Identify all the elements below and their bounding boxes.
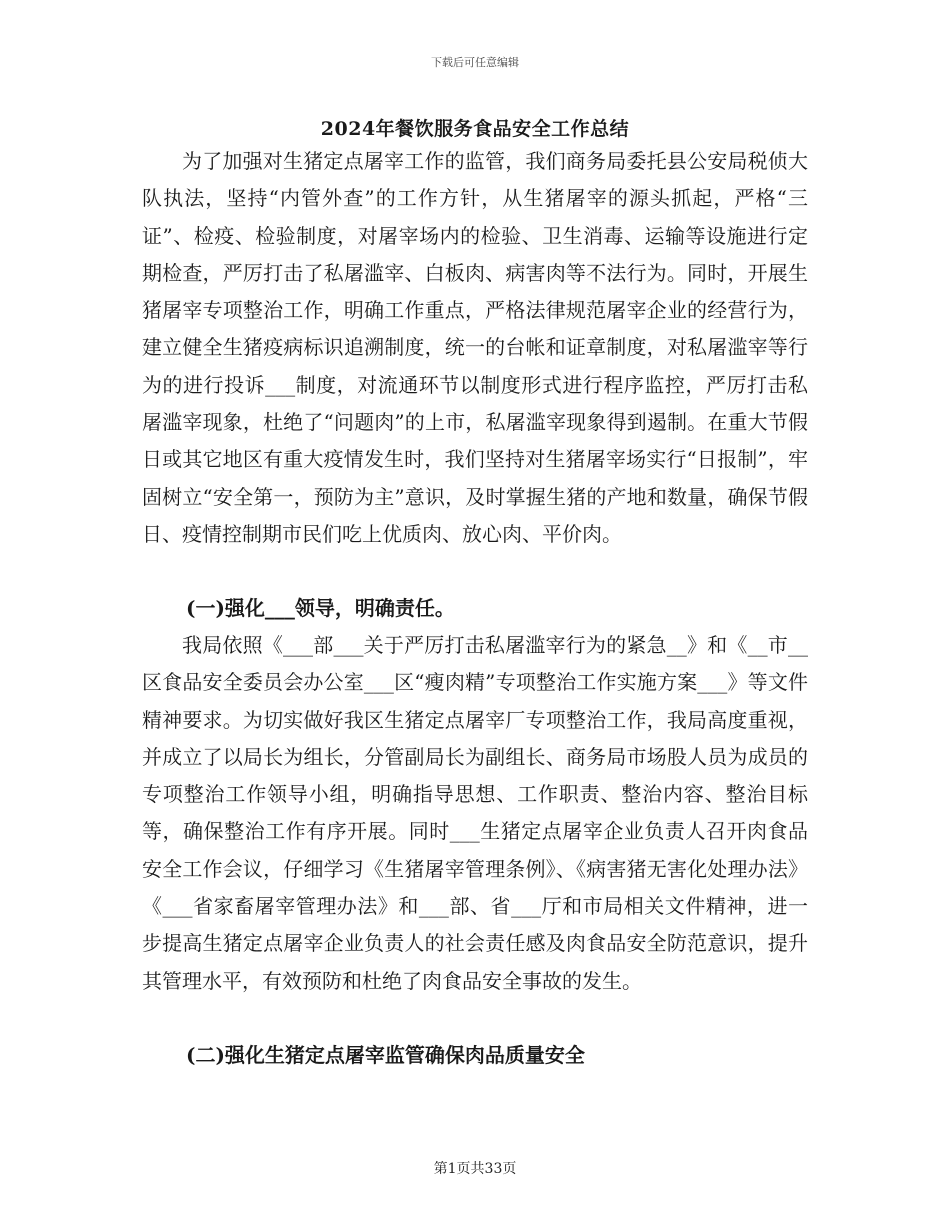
section-heading-1: (一)强化___领导，明确责任。 <box>186 596 455 620</box>
section-heading-2: (二)强化生猪定点屠宰监管确保肉品质量安全 <box>186 1043 585 1067</box>
header-note: 下载后可任意编辑 <box>431 56 519 69</box>
document-title: 2024年餐饮服务食品安全工作总结 <box>320 118 630 140</box>
body-paragraph-1: 为了加强对生猪定点屠宰工作的监管，我们商务局委托县公安局税侦大队执法，坚持“内管外查”的工作方针，从生猪屠宰的源头抓起，严格“三证”、检疫、检验制度，对屠宰场内的检验、卫生消毒、运输等设施进行定期检查，严厉打击了私屠滥宰、白板肉、病害肉等不法行为。同时，开展生猪屠宰专项整治工作，明确工作重点，严格法律规范屠宰企业的经营行为，建立健全生猪疫病标识追溯制度，统一的台帐和证章制度，对私屠滥宰等行为的进行投诉___制度，对流通环节以制度形式进行程序监控，严厉打击私屠滥宰现象，杜绝了“问题肉”的上市，私屠滥宰现象得到遏制。在重大节假日或其它地区有重大疫情发生时，我们坚持对生猪屠宰场实行“日报制”，牢固树立“安全第一，预防为主”意识，及时掌握生猪的产地和数量，确保节假日、疫情控制期市民们吃上优质肉、放心肉、平价肉。 <box>142 149 808 546</box>
body-paragraph-2: 我局依照《___部___关于严厉打击私屠滥宰行为的紧急__》和《__市__区食品安全委员会办公室___区“瘦肉精”专项整治工作实施方案___》等文件精神要求。为切实做好我区生猪定点屠宰厂专项整治工作，我局高度重视，并成立了以局长为组长，分管副局长为副组长、商务局市场股人员为成员的专项整治工作领导小组，明确指导思想、工作职责、整治内容、整治目标等，确保整治工作有序开展。同时___生猪定点屠宰企业负责人召开肉食品安全工作会议，仔细学习《生猪屠宰管理条例》、《病害猪无害化处理办法》《___省家畜屠宰管理办法》和___部、省___厅和市局相关文件精神，进一步提高生猪定点屠宰企业负责人的社会责任感及肉食品安全防范意识，提升其管理水平，有效预防和杜绝了肉食品安全事故的发生。 <box>142 633 808 993</box>
page-number: 第1页共33页 <box>433 1161 517 1177</box>
